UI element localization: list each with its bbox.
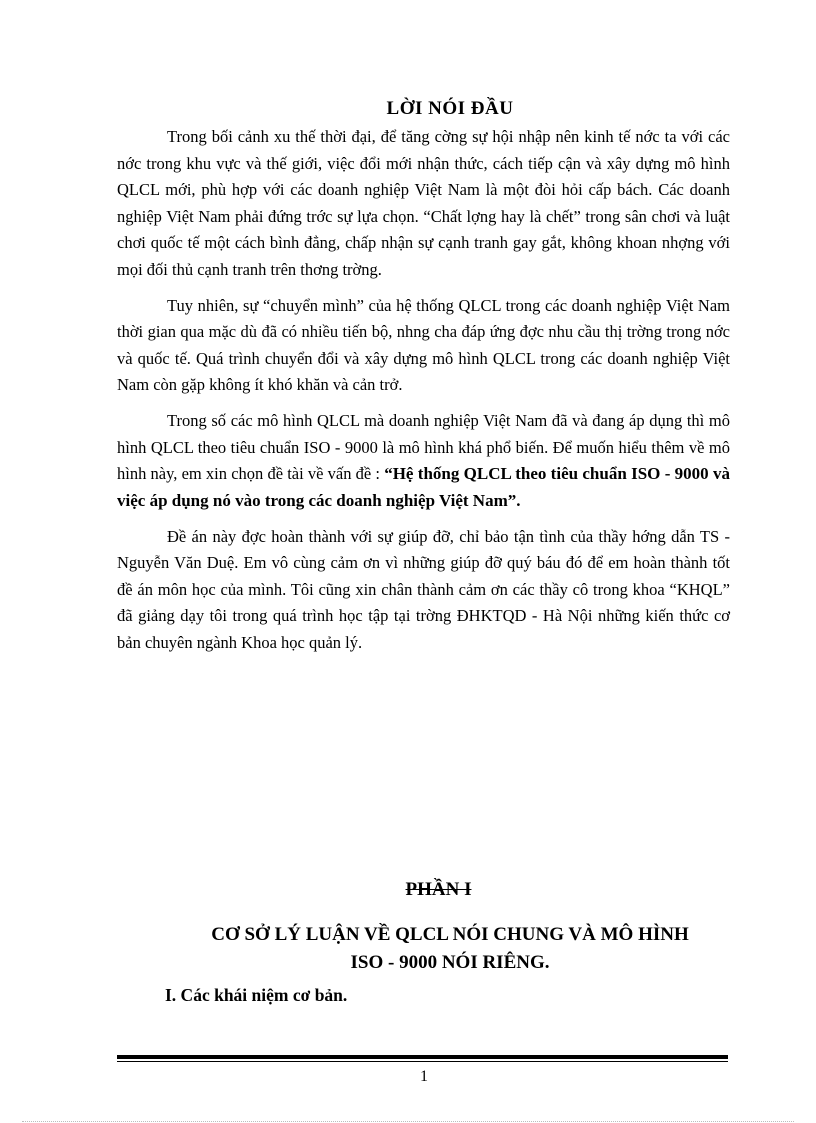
part-title: PHẦN I	[405, 879, 472, 900]
paragraph-context: Trong bối cảnh xu thế thời đại, để tăng cờng sự hội nhập nên kinh tế nớc ta với các nớc trong khu vực và thế giới, việc đổi mới nhận thức, cách tiếp cận và xây dựng mô hình QLCL mới, phù hợp với các doanh nghiệp Việt Nam là một đòi hỏi cấp bách. Các doanh nghiệp Việt Nam phải đứng trớc sự lựa chọn. “Chất lợng hay là chết” trong sân chơi và luật chơi quốc tế một cách bình đẳng, chấp nhận sự cạnh tranh gay gắt, không khoan nhợng với mọi đối thủ cạnh tranh trên thơng trờng.	[117, 127, 730, 279]
footer-divider-thin	[117, 1061, 728, 1062]
part-subtitle-line-1: CƠ SỞ LÝ LUẬN VỀ QLCL NÓI CHUNG VÀ MÔ HÌNH	[211, 924, 689, 945]
footer-divider-thick	[117, 1055, 728, 1059]
part-subtitle	[150, 921, 750, 977]
paragraph-acknowledgement: Đề án này đợc hoàn thành với sự giúp đỡ, chỉ bảo tận tình của thầy hớng dẫn TS - Nguyễn Văn Duệ. Em vô cùng cảm ơn vì những giúp đỡ quý báu đó để em hoàn thành tốt đề án môn học của mình. Tôi cũng xin chân thành cảm ơn các thầy cô trong khoa “KHQL” đã giảng dạy tôi trong quá trình học tập tại trờng ĐHKTQD - Hà Nội những kiến thức cơ bản chuyên ngành Khoa học quản lý.	[117, 526, 730, 652]
section-heading: I. Các khái niệm cơ bản.	[165, 985, 348, 1005]
paragraph-topic	[117, 408, 730, 514]
topic-title: “Hệ thống QLCL theo tiêu chuẩn ISO - 9000 và việc áp dụng nó vào trong các doanh nghiệp Việt Nam”.	[117, 464, 730, 510]
paragraph-topic-intro: Trong số các mô hình QLCL mà doanh nghiệp Việt Nam đã và đang áp dụng thì mô hình QLCL theo tiêu chuẩn ISO - 9000 là mô hình khá phổ biến. Để muốn hiểu thêm về mô hình này, em xin chọn đề tài về vấn đề :	[117, 411, 730, 483]
page-number: 1	[420, 1068, 428, 1085]
body-text	[117, 124, 730, 666]
page-title: LỜI NÓI ĐẦU	[386, 98, 514, 119]
part-subtitle-line-2: ISO - 9000 NÓI RIÊNG.	[350, 952, 550, 973]
page-edge-divider	[22, 1121, 794, 1122]
paragraph-however: Tuy nhiên, sự “chuyển mình” của hệ thống QLCL trong các doanh nghiệp Việt Nam thời gian qua mặc dù đã có nhiều tiến bộ, nhng cha đáp ứng đợc nhu cầu thị trờng trong nớc và quốc tế. Quá trình chuyển đổi và xây dựng mô hình QLCL trong các doanh nghiệp Việt Nam còn gặp không ít khó khăn và cản trở.	[117, 295, 730, 394]
